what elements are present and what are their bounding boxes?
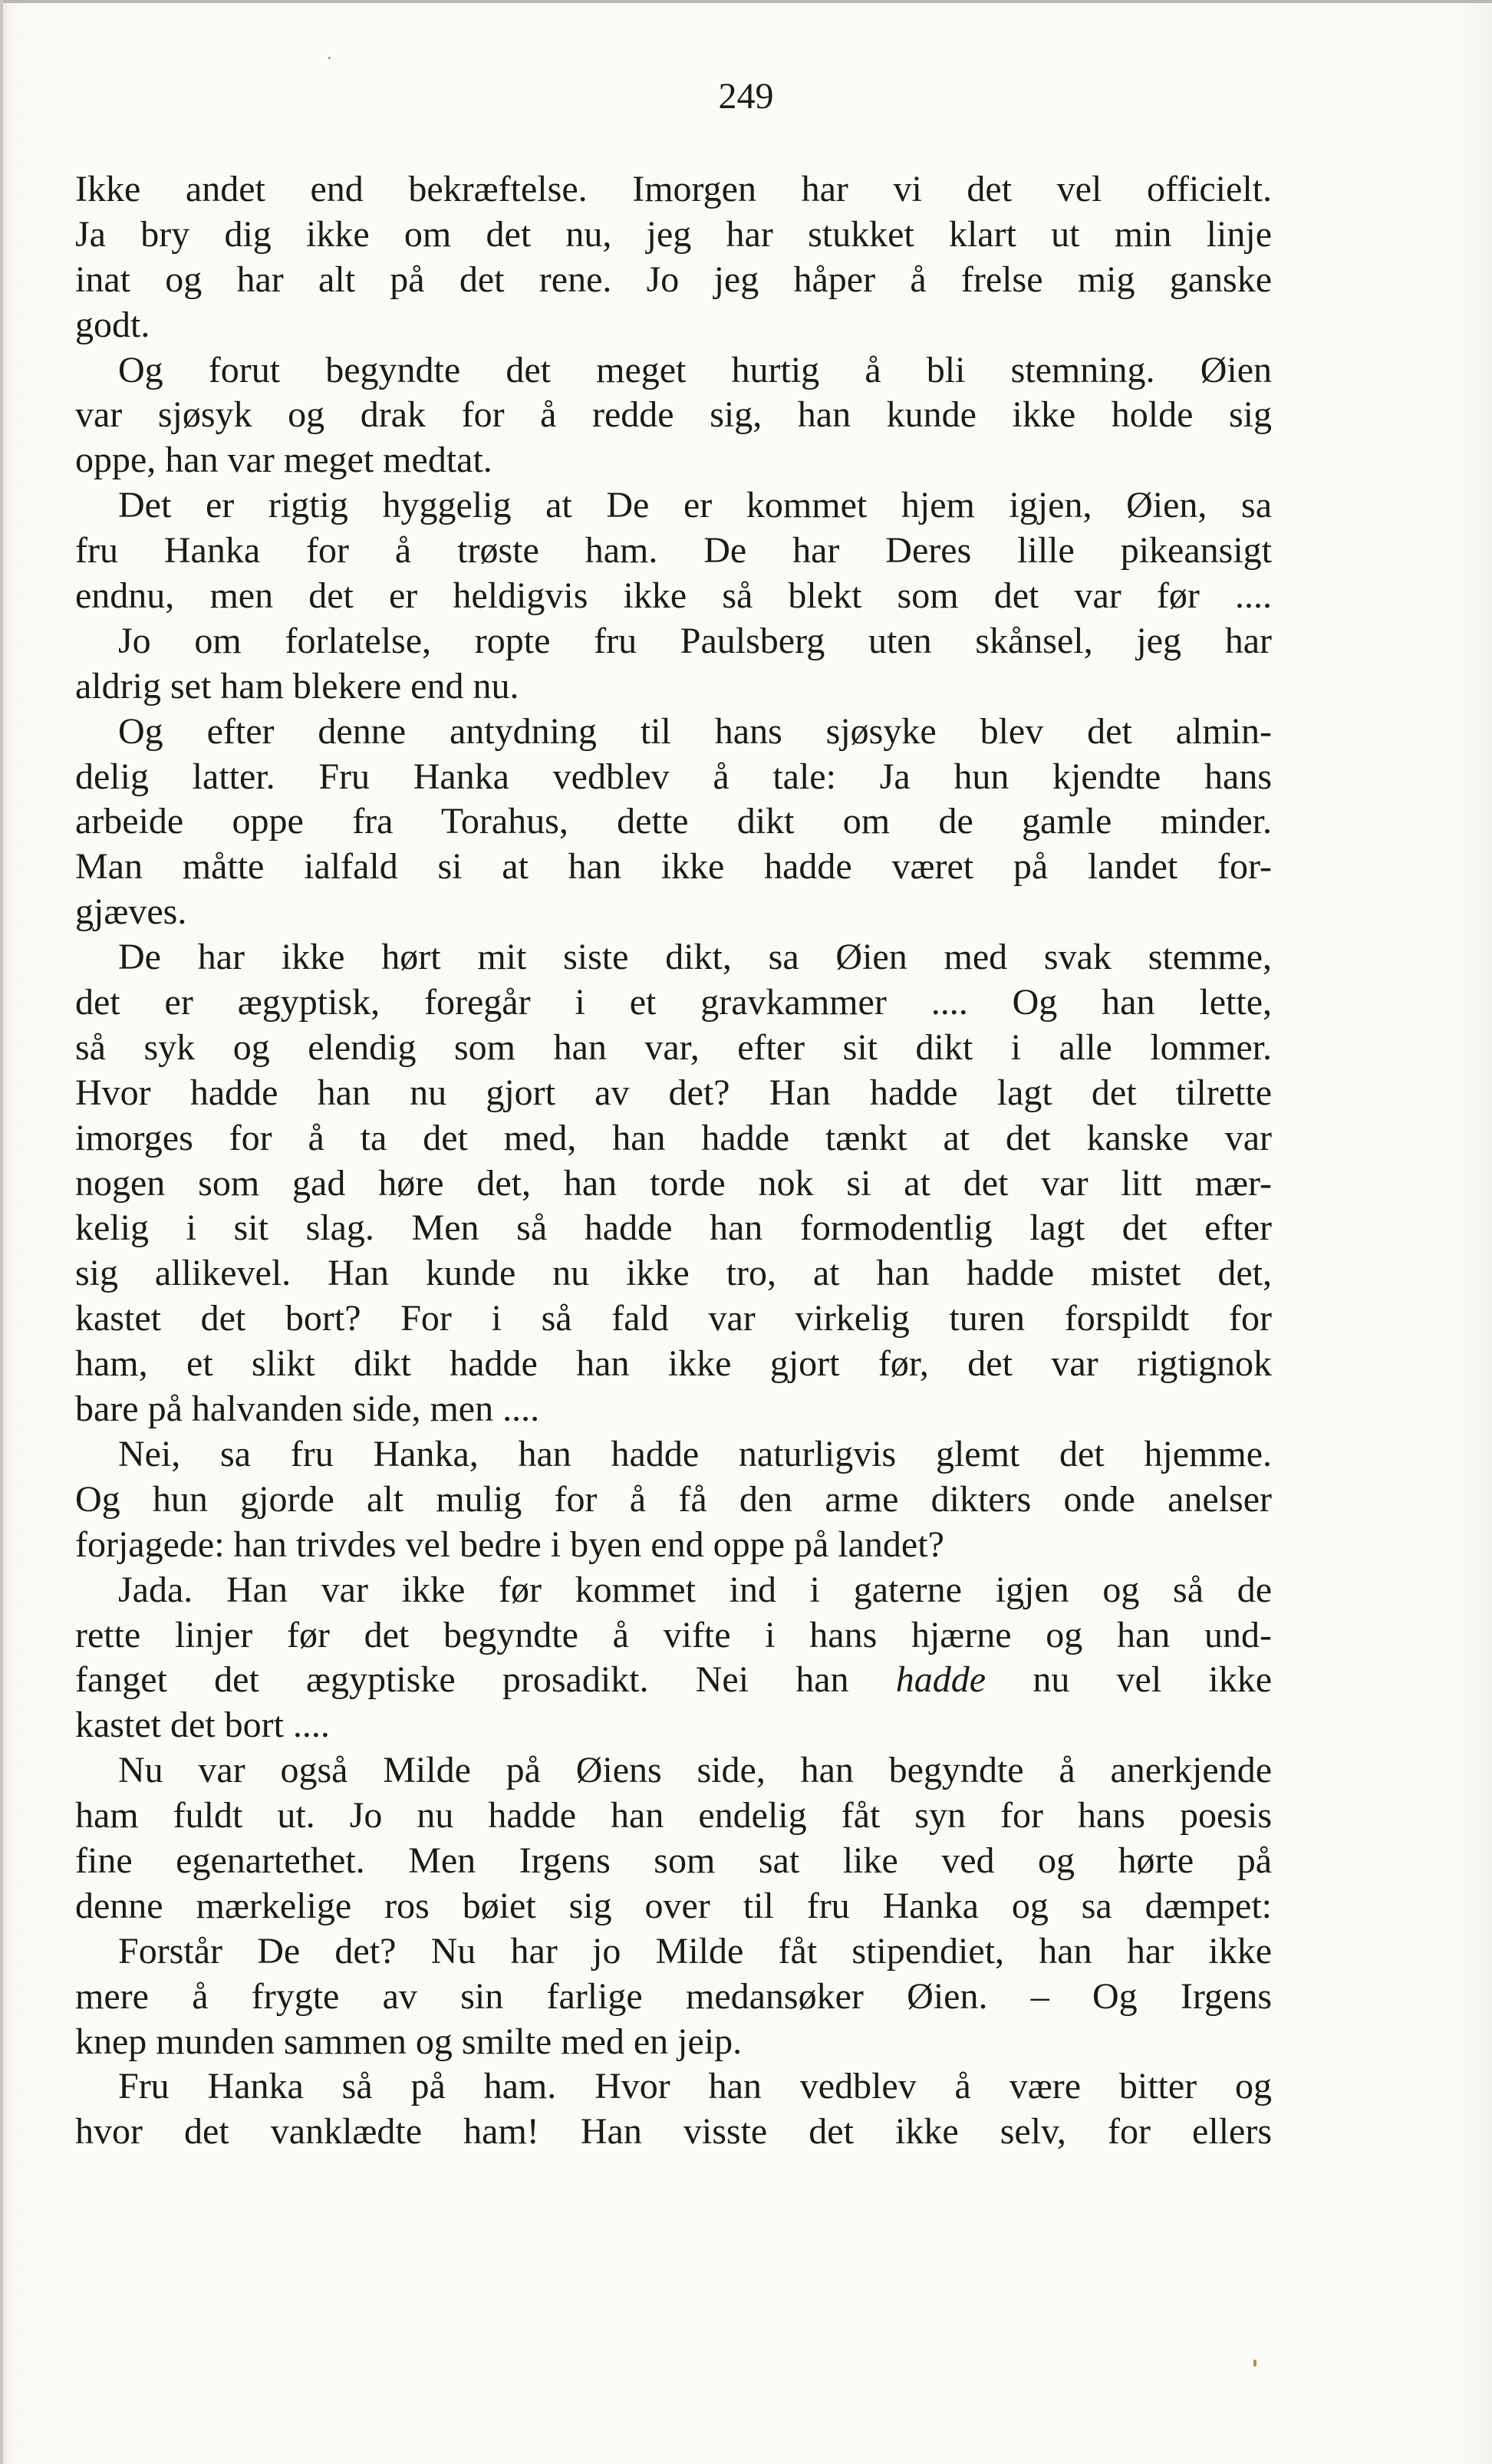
- text-line: godt.: [75, 304, 150, 345]
- text-line: denne mærkelige ros bøiet sig over til fru Hanka og sa dæmpet:: [75, 1885, 1272, 1926]
- text-line: kastet det bort ....: [75, 1705, 330, 1746]
- text-line: Nu var også Milde på Øiens side, han begyndte å anerkjende: [118, 1750, 1272, 1791]
- text-line: var sjøsyk og drak for å redde sig, han kunde ikke holde sig: [75, 394, 1272, 436]
- text-segment: fanget det ægyptiske prosadikt. Nei han: [75, 1659, 849, 1701]
- text-line: mere å frygte av sin farlige medansøker Øien. – Og Irgens: [75, 1975, 1272, 2017]
- italic-emphasis: hadde: [895, 1659, 986, 1701]
- text-line: aldrig set ham blekere end nu.: [75, 665, 519, 707]
- text-line: fru Hanka for å trøste ham. De har Deres lille pikeansigt: [75, 530, 1272, 572]
- text-line: arbeide oppe fra Torahus, dette dikt om de gamle minder.: [75, 801, 1272, 842]
- page-left-edge: [0, 0, 3, 2464]
- text-line: forjagede: han trivdes vel bedre i byen end oppe på landet?: [75, 1524, 944, 1565]
- text-line: fine egenartethet. Men Irgens som sat like ved og hørte på: [75, 1840, 1272, 1881]
- text-line: nogen som gad høre det, han torde nok si at det var litt mær-: [75, 1162, 1272, 1204]
- text-line: De har ikke hørt mit siste dikt, sa Øien med svak stemme,: [118, 937, 1272, 978]
- text-line: Ikke andet end bekræftelse. Imorgen har vi det vel officielt.: [75, 169, 1272, 209]
- text-line: Det er rigtig hyggelig at De er kommet hjem igjen, Øien, sa: [118, 485, 1272, 526]
- text-line: gjæves.: [75, 891, 187, 933]
- text-line: Ja bry dig ikke om det nu, jeg har stukket klart ut min linje: [75, 213, 1272, 255]
- page-number: 249: [718, 76, 774, 117]
- text-line: delig latter. Fru Hanka vedblev å tale: Ja hun kjendte hans: [75, 756, 1272, 797]
- text-line: [75, 1658, 1272, 1703]
- text-line: Jada. Han var ikke før kommet ind i gaterne igjen og så de: [118, 1569, 1272, 1610]
- text-line: så syk og elendig som han var, efter sit dikt i alle lommer.: [75, 1026, 1272, 1068]
- text-line: ham, et slikt dikt hadde han ikke gjort før, det var rigtignok: [75, 1343, 1272, 1385]
- text-line: kastet det bort? For i så fald var virkelig turen forspildt for: [75, 1298, 1272, 1339]
- text-line: det er ægyptisk, foregår i et gravkammer .... Og han lette,: [75, 982, 1272, 1023]
- text-line: imorges for å ta det med, han hadde tænkt at det kanske var: [75, 1117, 1272, 1158]
- text-line: Man måtte ialfald si at han ikke hadde været på landet for-: [75, 846, 1272, 888]
- body-text: [75, 167, 1272, 2155]
- text-line: hvor det vanklædte ham! Han visste det ikke selv, for ellers: [75, 2111, 1272, 2153]
- text-line: sig allikevel. Han kunde nu ikke tro, at han hadde mistet det,: [75, 1253, 1272, 1294]
- text-segment: nu vel ikke: [1033, 1659, 1273, 1701]
- text-line: Jo om forlatelse, ropte fru Paulsberg uten skånsel, jeg har: [118, 620, 1272, 661]
- text-line: Og efter denne antydning til hans sjøsyke blev det almin-: [118, 710, 1272, 752]
- text-line: Nei, sa fru Hanka, han hadde naturligvis glemt det hjemme.: [118, 1433, 1272, 1474]
- text-line: knep munden sammen og smilte med en jeip.: [75, 2021, 743, 2062]
- text-line: oppe, han var meget medtat.: [75, 440, 492, 481]
- text-line: endnu, men det er heldigvis ikke så blekt som det var før ....: [75, 575, 1272, 617]
- text-line: Fru Hanka så på ham. Hvor han vedblev å være bitter og: [118, 2066, 1272, 2107]
- text-line: inat og har alt på det rene. Jo jeg håper å frelse mig ganske: [75, 259, 1272, 300]
- text-line: ham fuldt ut. Jo nu hadde han endelig fåt syn for hans poesis: [75, 1795, 1272, 1836]
- text-line: Forstår De det? Nu har jo Milde fåt stipendiet, han har ikke: [118, 1930, 1272, 1972]
- text-line: kelig i sit slag. Men så hadde han formodentlig lagt det efter: [75, 1207, 1272, 1249]
- text-line: rette linjer før det begyndte å vifte i hans hjærne og han und-: [75, 1614, 1272, 1655]
- paper-speck: [1253, 2360, 1257, 2367]
- text-line: bare på halvanden side, men ....: [75, 1388, 540, 1430]
- text-line: Og forut begyndte det meget hurtig å bli stemning. Øien: [118, 349, 1272, 390]
- paper-speck: [328, 57, 331, 59]
- text-line: Hvor hadde han nu gjort av det? Han hadde lagt det tilrette: [75, 1072, 1272, 1113]
- page-top-edge: [0, 0, 1492, 3]
- text-line: Og hun gjorde alt mulig for å få den arme dikters onde anelser: [75, 1478, 1272, 1520]
